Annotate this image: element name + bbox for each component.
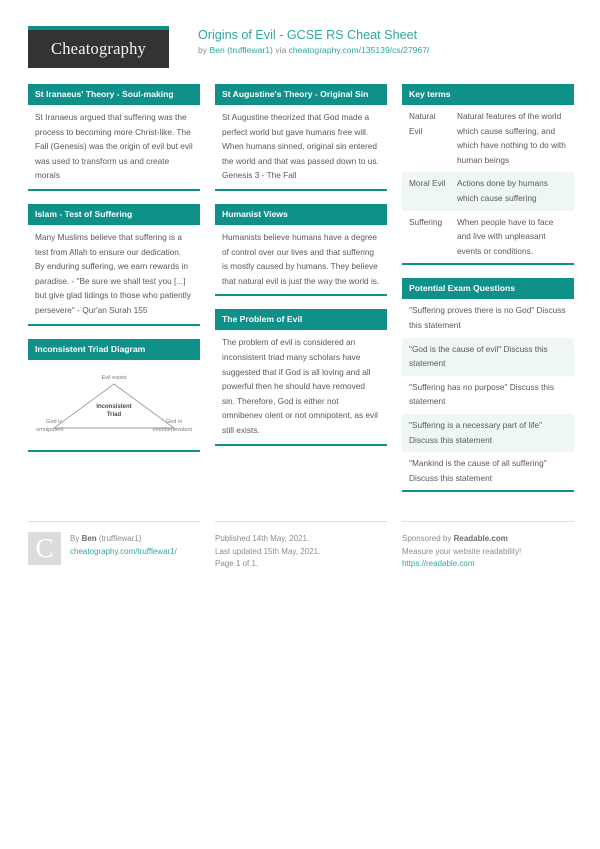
term-label: Moral Evil [409,178,446,189]
footer-author-handle: (trufflewar1) [96,534,142,544]
byline-prefix: by [198,45,210,55]
card-title: St Iranaeus' Theory - Soul-making [28,84,200,105]
title-block [198,26,429,56]
list-item: "Mankind is the cause of all suffering" Discuss this statement [402,452,574,490]
card-augustine-theory [215,84,387,191]
list-item: "Suffering is a necessary part of life" Discuss this statement [402,414,574,452]
footer-author-url-link[interactable]: cheatography.com/trufflewar1/ [70,546,177,556]
sponsor-tagline: Measure your website readability! [402,546,522,556]
card-body: The problem of evil is considered an inconsistent triad many scholars have suggested that if God is all loving and all powerful then he should have removed sin. Therefore, God is either not omnibenev olent or not omnipotent, as evil still exists. [222,337,378,435]
table-row [402,172,574,210]
author-link[interactable]: Ben (trufflewar1) [209,45,273,55]
footer-author-line [70,533,177,546]
byline [198,45,429,56]
card-potential-exam-questions [402,278,574,492]
footer-sponsor-column [402,521,574,571]
card-body: Humanists believe humans have a degree of control over our lives and that suffering is mostly caused by humans. They believe that natural evil is just the way the world is. [222,231,380,286]
card-body: St Iranaeus argued that suffering was the process to becoming more Christ-like. The Fall (Genesis) was the origin of evil but evil was used to transform us and create morals [35,112,193,181]
updated-date: Last updated 15th May, 2021. [215,546,321,556]
triad-center-label-line2: Triad [106,411,122,418]
card-humanist-views [215,204,387,296]
source-url-link[interactable]: cheatography.com/135139/cs/27967/ [288,45,430,55]
card-body: St Augustine theorized that God made a perfect world but gave humans free will. When humans sinned, original sin entered the world and that was passed down to us. Genesis 3 - The Fall [222,112,379,181]
term-definition: Actions done by humans which cause suffering [457,178,548,203]
term-label: Natural Evil [409,111,436,136]
list-item: "Suffering proves there is no God" Discuss this statement [402,299,574,337]
inconsistent-triad-svg [34,368,194,440]
table-row [402,105,574,172]
card-body: Many Muslims believe that suffering is a test from Allah to ensure our dedication. By enduring suffering, we earn rewards in paradise. - "Be sure we shall test you [...] but give glad tidings to those who patiently persevere" - Qur'an Surah 155 [35,231,191,315]
footer-publish-column [215,521,387,571]
footer-author-column [28,521,200,571]
card-title: Potential Exam Questions [402,278,574,299]
card-title: Inconsistent Triad Diagram [28,339,200,360]
sponsor-url-line [402,558,521,571]
card-key-terms [402,84,574,265]
term-label: Suffering [409,216,443,227]
diagram-container [28,360,200,450]
column-2 [215,84,387,459]
footer-author-url-line [70,546,177,559]
published-date: Published 14th May, 2021. [215,534,310,544]
exam-questions-list [402,299,574,490]
card-title: Islam - Test of Suffering [28,204,200,225]
page-title: Origins of Evil - GCSE RS Cheat Sheet [198,28,418,42]
list-item: "Suffering has no purpose" Discuss this statement [402,376,574,414]
sponsor-url-link[interactable]: https://readable.com [402,559,475,569]
footer-author-name: Ben [81,534,97,544]
footer-author-text [70,532,177,571]
page-number: Page 1 of 1. [215,559,259,569]
card-title: St Augustine's Theory - Original Sin [215,84,387,105]
avatar: C [28,532,61,565]
sponsor-name: Readable.com [453,534,508,544]
table-row [402,211,574,264]
sponsor-prefix: Sponsored by [402,534,454,544]
page-footer [0,505,600,571]
term-definition: Natural features of the world which cause suffering, and which have nothing to do with human beings [457,111,566,165]
triad-left-label-line1: God is [46,418,63,425]
logo-text: Cheatography [51,39,146,58]
footer-by-prefix: By [70,534,82,544]
card-title: The Problem of Evil [215,309,387,330]
triad-center-label-line1: Inconsistent [96,403,132,410]
list-item: "God is the cause of evil" Discuss this statement [402,338,574,376]
triad-right-label-line1: God is [165,418,182,425]
content-columns [0,68,600,505]
footer-publish-text [215,532,320,571]
page-header [0,0,600,68]
card-inconsistent-triad-diagram [28,339,200,452]
footer-sponsor-text [402,532,521,571]
cheatography-logo[interactable] [28,26,169,68]
triad-apex-label: Evil exists [101,374,127,381]
card-title: Key terms [402,84,574,105]
byline-via: via [272,45,289,55]
card-islam-test-of-suffering [28,204,200,326]
column-3 [402,84,574,505]
key-terms-table [402,105,574,263]
triad-right-label-line2: omnibenevolent [152,426,192,433]
triad-left-label-line2: omnipotent [36,426,64,433]
card-iranaeus-theory [28,84,200,191]
card-problem-of-evil [215,309,387,445]
sponsor-line [402,533,521,546]
column-1 [28,84,200,465]
term-definition: When people have to face and live with unpleasant events or conditions. [457,216,554,256]
card-title: Humanist Views [215,204,387,225]
